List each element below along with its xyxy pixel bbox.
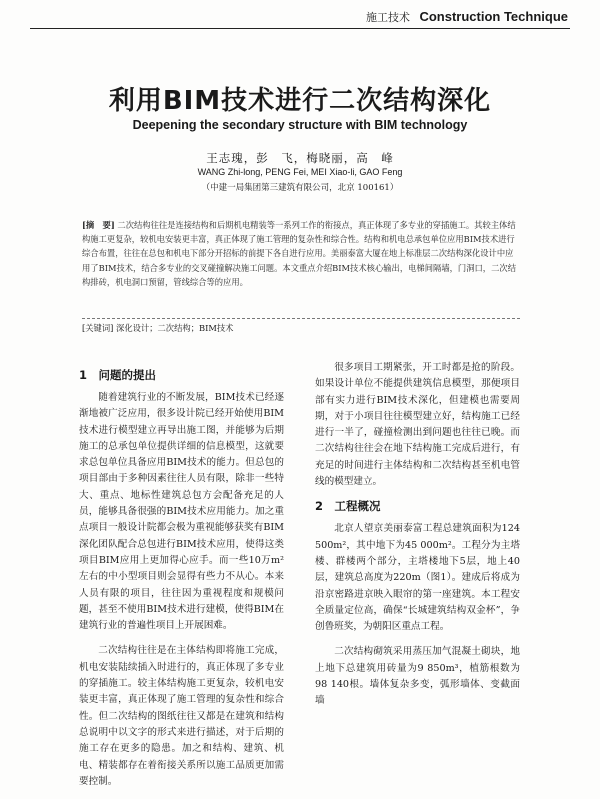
- section-1-heading: 1 问题的提出: [79, 368, 157, 382]
- abstract: [82, 218, 520, 289]
- running-header: [366, 9, 568, 25]
- header-category-zh: 施工技术: [365, 11, 410, 24]
- left-column: [79, 368, 284, 799]
- authors-en: WANG Zhi-long, PENG Fei, MEI Xiao-li, GAO Feng: [197, 167, 403, 177]
- section-1-paragraph: 二次结构往往是在主体结构即将施工完成，机电安装陆续插入时进行的，真正体现了多专业的穿插施工。较主体结构施工更复杂，较机电安装更丰富，真正体现了施工管理的复杂性和综合性。但二次结构的图纸往往又都是在建筑和结构总说明中以文字的形式来进行描述，对于后期的施工存在更多的隐患。加之和结构、建筑、机电、精装都存在着衔接关系所以施工品质更加需要控制。: [79, 645, 284, 787]
- keywords: [82, 322, 520, 334]
- abstract-text: 二次结构往往是连接结构和后期机电精装等一系列工作的衔接点，真正体现了多专业的穿插施工。其较主体结构施工更复杂，较机电安装更丰富，真正体现了施工管理的复杂性和综合性。结构和机电总承包单位应用BIM技术进行综合布置，往往在总包和机电下部分开招标的前提下各自进行应用。美丽泰富大厦在地上标准层二次结构深化设计中应用了BIM技术，结合多专业的交叉碰撞解决施工问题。本文重点介绍BIM技术核心输出，电梯间隔墙，门洞口，二次结构排砖，机电洞口预留，管线综合等的应用。: [82, 220, 516, 287]
- section-2-heading: 2 工程概况: [315, 499, 381, 514]
- authors: 王志瑰，彭 飞，梅晓丽，高 峰: [206, 151, 394, 165]
- header-rule: [30, 28, 570, 29]
- keywords-tag: [关键词]: [82, 323, 114, 333]
- section-1-paragraph: 很多项目工期紧张，开工时都是抢的阶段。如果设计单位不能提供建筑信息模型，那便项目部有实力进行BIM技术深化，但建模也需要周期，对于小项目往往模型建立好，结构施工已经进行一半了，碰撞检测出到问题也往往已晚。而二次结构往往会在地下结构施工完成后进行，有充足的时间进行主体结构和二次结构甚至机电管线的模型建立。: [315, 362, 520, 488]
- keywords-text: 深化设计；二次结构；BIM技术: [116, 323, 234, 333]
- keywords-divider: [82, 318, 520, 319]
- paper-subtitle-en: Deepening the secondary structure with BIM technology: [132, 118, 468, 132]
- right-column: [315, 360, 520, 719]
- paper-title: 利用BIM技术进行二次结构深化: [108, 86, 492, 116]
- abstract-tag: [摘 要]: [82, 220, 115, 230]
- affiliation: （中建一局集团第三建筑有限公司，北京 100161）: [201, 183, 399, 193]
- header-category-en: Construction Technique: [419, 9, 568, 24]
- section-2-paragraph: 二次结构砌筑采用蒸压加气混凝土砌块，地上地下总建筑用砖量为9 850m³，植筋根数为98 140根。墙体复杂多变，弧形墙体、变截面墙: [315, 646, 520, 707]
- section-2-paragraph: 北京人望京美丽泰富工程总建筑面积为124 500m²，其中地下为45 000m²。工程分为主塔楼、群楼两个部分，主塔楼地下5层，地上40层，建筑总高度为220m（图1）。建成后将成为沿京密路进京映入眼帘的第一座建筑。本工程安全质量定位高，确保“长城建筑结构双金杯”，争创鲁班奖，为朝阳区重点工程。: [315, 523, 520, 633]
- section-1-paragraph: 随着建筑行业的不断发展，BIM技术已经逐渐地被广泛应用，很多设计院已经开始使用BIM技术进行模型建立再导出施工图，并能够为后期施工的总承包单位提供详细的信息模型，这就要求总包单位具备应用BIM技术的能力。但总包的项目部由于多种因素往往人员有限，除非一些特大、重点、地标性建筑总包方会配备充足的人员，能够具备很强的BIM技术应用能力。加之重点项目一般设计院都会极为重视能够获奖有BIM深化团队配合总包进行BIM技术应用，使得这类项目BIM应用上更加得心应手。而一些10万m²左右的中小型项目则会显得有些力不从心。本来人员有限的项目，往往因为重视程度和规模问题，甚至不使用BIM技术进行建模，使得BIM在建筑行业的普遍性项目上开展困难。: [79, 392, 284, 632]
